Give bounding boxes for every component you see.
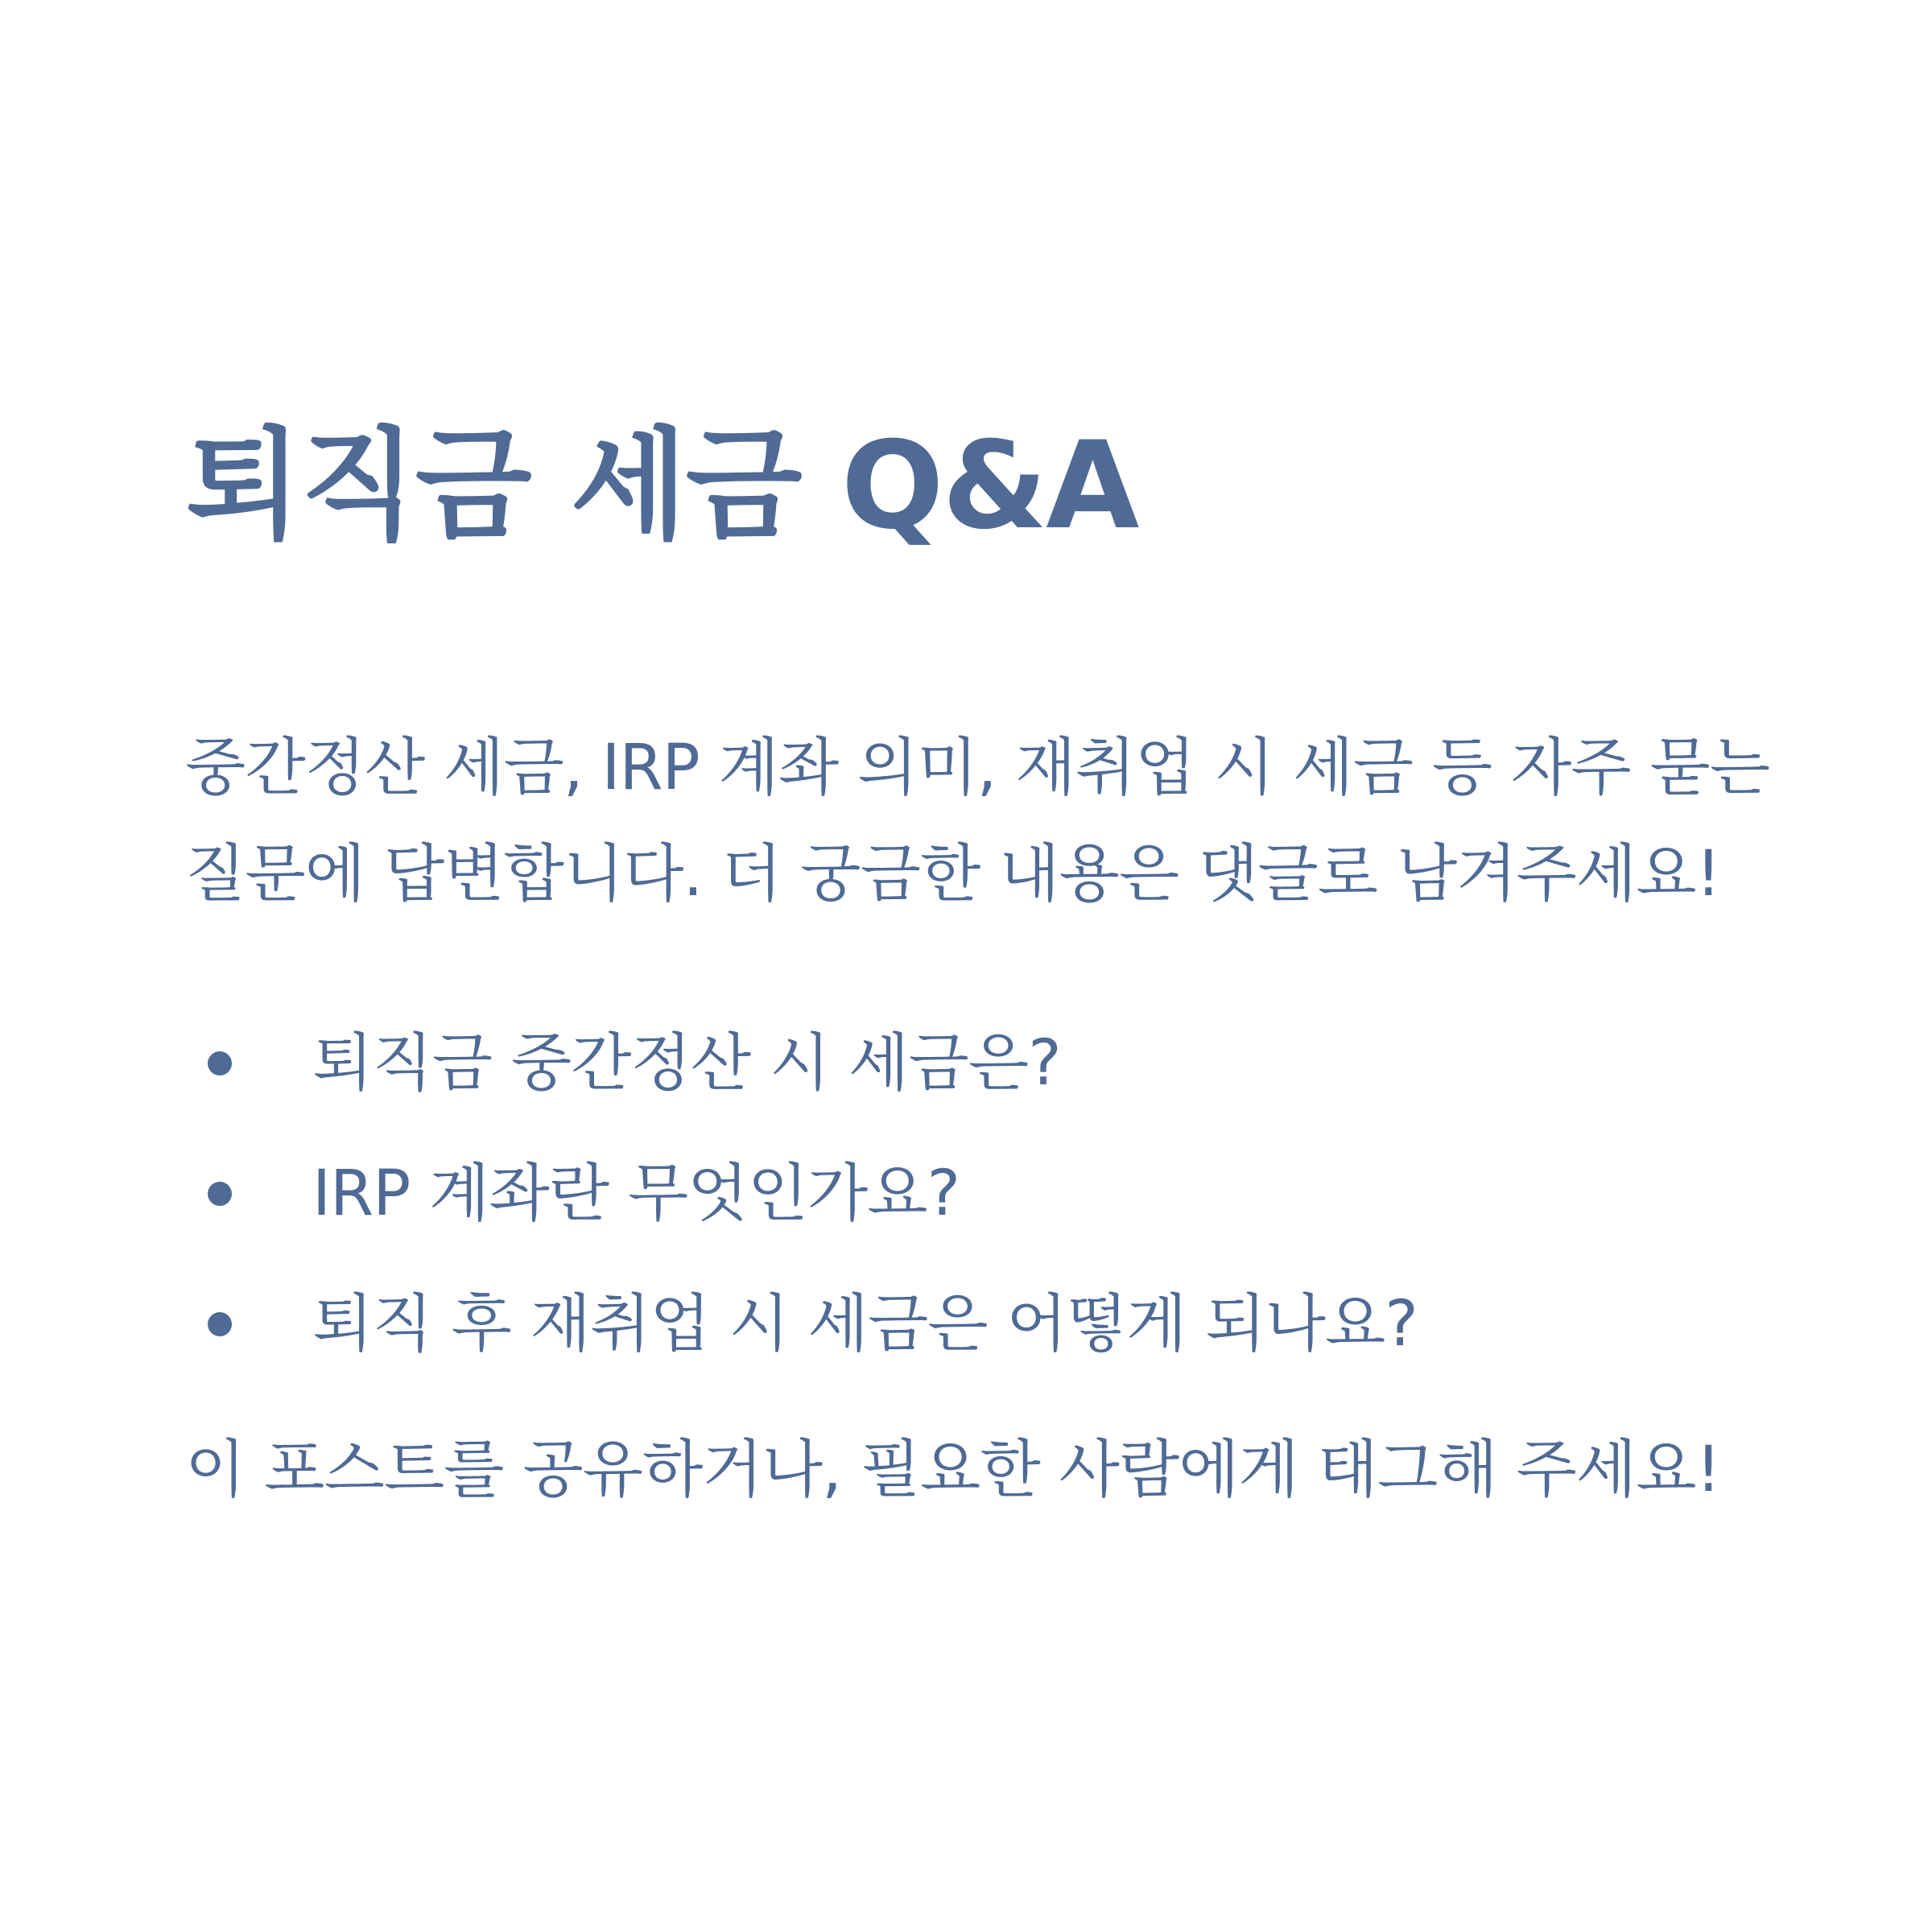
question-text: 퇴직금 중간정산 시 세금은? <box>312 1027 1061 1100</box>
page-title: 퇴직금 세금 Q&A <box>185 416 1138 556</box>
question-text: 퇴직 후 재취업 시 세금은 어떻게 되나요? <box>312 1288 1418 1360</box>
list-item <box>185 998 1715 1129</box>
intro-paragraph <box>185 715 1819 927</box>
intro-line-2: 질문에 답변합니다. 더 궁금한 내용은 댓글로 남겨주세요! <box>185 838 1720 910</box>
question-text: IRP 계좌란 무엇인가요? <box>312 1158 960 1230</box>
intro-line-1: 중간정산 세금, IRP 계좌 의미, 재취업 시 세금 등 자주 묻는 <box>185 732 1770 804</box>
bullet-icon <box>208 1051 232 1075</box>
question-list <box>185 998 1715 1389</box>
list-item <box>185 1129 1715 1259</box>
list-item <box>185 1259 1715 1389</box>
share-call-to-action: 이 포스트를 공유하거나, 필요한 사람에게 태그해 주세요! <box>185 1434 1720 1506</box>
bullet-icon <box>208 1312 232 1336</box>
bullet-icon <box>208 1182 232 1206</box>
